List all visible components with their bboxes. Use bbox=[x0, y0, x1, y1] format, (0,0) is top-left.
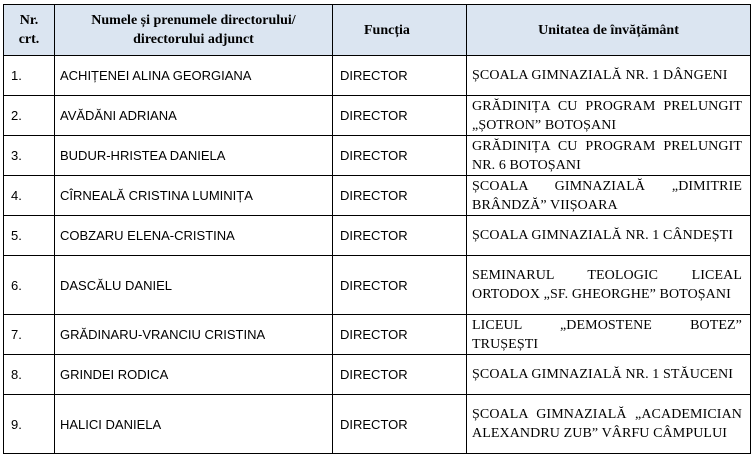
directors-table bbox=[3, 4, 751, 454]
row-function: DIRECTOR bbox=[333, 176, 467, 216]
table-row bbox=[4, 136, 751, 176]
row-nr: 2. bbox=[4, 96, 55, 136]
table-row bbox=[4, 256, 751, 315]
header-name: Numele și prenumele directorului/ directorului adjunct bbox=[55, 5, 333, 56]
table-row bbox=[4, 395, 751, 454]
row-name: GRINDEI RODICA bbox=[55, 355, 333, 395]
row-unit: ȘCOALA GIMNAZIALĂ NR. 1 STĂUCENI bbox=[467, 355, 751, 395]
row-unit: ȘCOALA GIMNAZIALĂ NR. 1 CÂNDEȘTI bbox=[467, 216, 751, 256]
row-function: DIRECTOR bbox=[333, 56, 467, 96]
row-function: DIRECTOR bbox=[333, 395, 467, 454]
row-nr: 7. bbox=[4, 315, 55, 355]
table-row bbox=[4, 355, 751, 395]
header-function: Funcția bbox=[333, 5, 467, 56]
row-nr: 1. bbox=[4, 56, 55, 96]
row-unit: ȘCOALA GIMNAZIALĂ „ACADEMICIAN ALEXANDRU ZUB” VÂRFU CÂMPULUI bbox=[467, 395, 751, 454]
row-name: CÎRNEALĂ CRISTINA LUMINIȚA bbox=[55, 176, 333, 216]
row-name: AVĂDĂNI ADRIANA bbox=[55, 96, 333, 136]
row-name: DASCĂLU DANIEL bbox=[55, 256, 333, 315]
row-nr: 4. bbox=[4, 176, 55, 216]
row-unit: ȘCOALA GIMNAZIALĂ „DIMITRIE BRÂNDZĂ” VIIȘOARA bbox=[467, 176, 751, 216]
row-nr: 5. bbox=[4, 216, 55, 256]
row-function: DIRECTOR bbox=[333, 216, 467, 256]
table-row bbox=[4, 56, 751, 96]
row-name: BUDUR-HRISTEA DANIELA bbox=[55, 136, 333, 176]
row-unit: LICEUL „DEMOSTENE BOTEZ” TRUȘEȘTI bbox=[467, 315, 751, 355]
row-function: DIRECTOR bbox=[333, 96, 467, 136]
row-unit: SEMINARUL TEOLOGIC LICEAL ORTODOX „SF. GHEORGHE” BOTOȘANI bbox=[467, 256, 751, 315]
row-function: DIRECTOR bbox=[333, 355, 467, 395]
row-unit: ȘCOALA GIMNAZIALĂ NR. 1 DÂNGENI bbox=[467, 56, 751, 96]
table-row bbox=[4, 216, 751, 256]
row-unit: GRĂDINIȚA CU PROGRAM PRELUNGIT NR. 6 BOTOȘANI bbox=[467, 136, 751, 176]
row-name: ACHIȚENEI ALINA GEORGIANA bbox=[55, 56, 333, 96]
row-function: DIRECTOR bbox=[333, 315, 467, 355]
table-header-row bbox=[4, 5, 751, 56]
row-name: COBZARU ELENA-CRISTINA bbox=[55, 216, 333, 256]
header-unit: Unitatea de învățământ bbox=[467, 5, 751, 56]
row-nr: 6. bbox=[4, 256, 55, 315]
header-nr: Nr. crt. bbox=[4, 5, 55, 56]
row-nr: 9. bbox=[4, 395, 55, 454]
table-row bbox=[4, 96, 751, 136]
row-nr: 3. bbox=[4, 136, 55, 176]
row-name: GRĂDINARU-VRANCIU CRISTINA bbox=[55, 315, 333, 355]
row-function: DIRECTOR bbox=[333, 256, 467, 315]
row-function: DIRECTOR bbox=[333, 136, 467, 176]
row-name: HALICI DANIELA bbox=[55, 395, 333, 454]
row-unit: GRĂDINIȚA CU PROGRAM PRELUNGIT „ȘOTRON” BOTOȘANI bbox=[467, 96, 751, 136]
row-nr: 8. bbox=[4, 355, 55, 395]
table-row bbox=[4, 315, 751, 355]
table-row bbox=[4, 176, 751, 216]
